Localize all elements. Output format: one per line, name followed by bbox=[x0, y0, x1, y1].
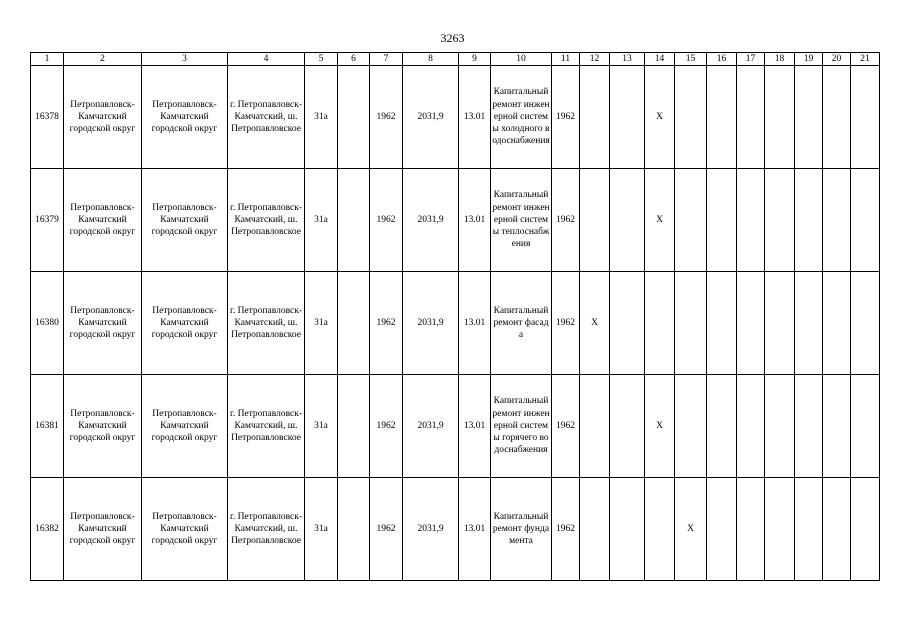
record-number: 16382 bbox=[31, 478, 64, 581]
mark-cell bbox=[707, 478, 737, 581]
code: 13.01 bbox=[459, 169, 491, 272]
page-number: 3263 bbox=[440, 31, 465, 45]
house-number: 31а bbox=[305, 169, 338, 272]
settlement: Петропавловск-Камчатский городской округ bbox=[142, 169, 228, 272]
column-header: 17 bbox=[737, 53, 765, 66]
mark-cell bbox=[851, 375, 880, 478]
mark-cell bbox=[580, 375, 610, 478]
record-number: 16381 bbox=[31, 375, 64, 478]
table-row bbox=[31, 478, 880, 581]
work-type: Капитальный ремонт фундамента bbox=[491, 478, 552, 581]
address: г. Петропавловск-Камчатский, ш. Петропавловское bbox=[228, 66, 305, 169]
mark-cell bbox=[737, 478, 765, 581]
mark-cell bbox=[765, 272, 795, 375]
settlement: Петропавловск-Камчатский городской округ bbox=[142, 375, 228, 478]
area: 2031,9 bbox=[403, 478, 459, 581]
mark-cell bbox=[765, 375, 795, 478]
mark-cell bbox=[765, 169, 795, 272]
mark-cell bbox=[737, 272, 765, 375]
build-year: 1962 bbox=[370, 66, 403, 169]
mark-cell bbox=[823, 169, 851, 272]
register-table bbox=[30, 52, 880, 581]
column-header: 18 bbox=[765, 53, 795, 66]
area: 2031,9 bbox=[403, 66, 459, 169]
mark-cell bbox=[675, 272, 707, 375]
house-number: 31а bbox=[305, 272, 338, 375]
mark-cell bbox=[765, 478, 795, 581]
build-year: 1962 bbox=[370, 169, 403, 272]
house-number: 31а bbox=[305, 66, 338, 169]
record-number: 16378 bbox=[31, 66, 64, 169]
mark-cell bbox=[823, 66, 851, 169]
cell bbox=[338, 66, 370, 169]
mark-cell bbox=[580, 169, 610, 272]
work-type: Капитальный ремонт инженерной системы теплоснабжения bbox=[491, 169, 552, 272]
code: 13.01 bbox=[459, 272, 491, 375]
column-header: 19 bbox=[795, 53, 823, 66]
mark-cell: X bbox=[645, 375, 675, 478]
address: г. Петропавловск-Камчатский, ш. Петропавловское bbox=[228, 272, 305, 375]
mark-cell bbox=[707, 272, 737, 375]
column-header: 4 bbox=[228, 53, 305, 66]
column-header: 7 bbox=[370, 53, 403, 66]
record-number: 16379 bbox=[31, 169, 64, 272]
year: 1962 bbox=[552, 169, 580, 272]
column-header: 5 bbox=[305, 53, 338, 66]
mark-cell bbox=[675, 375, 707, 478]
year: 1962 bbox=[552, 66, 580, 169]
municipality: Петропавловск-Камчатский городской округ bbox=[64, 169, 142, 272]
settlement: Петропавловск-Камчатский городской округ bbox=[142, 66, 228, 169]
cell bbox=[338, 478, 370, 581]
municipality: Петропавловск-Камчатский городской округ bbox=[64, 375, 142, 478]
column-header: 2 bbox=[64, 53, 142, 66]
cell bbox=[338, 272, 370, 375]
mark-cell bbox=[795, 375, 823, 478]
mark-cell: X bbox=[645, 66, 675, 169]
address: г. Петропавловск-Камчатский, ш. Петропавловское bbox=[228, 375, 305, 478]
year: 1962 bbox=[552, 272, 580, 375]
column-header: 1 bbox=[31, 53, 64, 66]
code: 13.01 bbox=[459, 478, 491, 581]
build-year: 1962 bbox=[370, 478, 403, 581]
mark-cell bbox=[610, 169, 645, 272]
mark-cell bbox=[823, 375, 851, 478]
work-type: Капитальный ремонт фасада bbox=[491, 272, 552, 375]
mark-cell bbox=[795, 478, 823, 581]
mark-cell bbox=[851, 478, 880, 581]
record-number: 16380 bbox=[31, 272, 64, 375]
build-year: 1962 bbox=[370, 272, 403, 375]
mark-cell bbox=[675, 66, 707, 169]
column-header: 12 bbox=[580, 53, 610, 66]
municipality: Петропавловск-Камчатский городской округ bbox=[64, 272, 142, 375]
table-row bbox=[31, 375, 880, 478]
mark-cell bbox=[610, 375, 645, 478]
column-header: 20 bbox=[823, 53, 851, 66]
address: г. Петропавловск-Камчатский, ш. Петропавловское bbox=[228, 169, 305, 272]
settlement: Петропавловск-Камчатский городской округ bbox=[142, 272, 228, 375]
municipality: Петропавловск-Камчатский городской округ bbox=[64, 478, 142, 581]
column-header: 6 bbox=[338, 53, 370, 66]
column-header: 16 bbox=[707, 53, 737, 66]
mark-cell bbox=[707, 66, 737, 169]
mark-cell: X bbox=[645, 169, 675, 272]
mark-cell bbox=[823, 272, 851, 375]
area: 2031,9 bbox=[403, 169, 459, 272]
house-number: 31а bbox=[305, 478, 338, 581]
column-header: 21 bbox=[851, 53, 880, 66]
column-header: 3 bbox=[142, 53, 228, 66]
work-type: Капитальный ремонт инженерной системы горячего водоснабжения bbox=[491, 375, 552, 478]
mark-cell bbox=[737, 169, 765, 272]
mark-cell bbox=[851, 272, 880, 375]
cell bbox=[338, 375, 370, 478]
column-header: 9 bbox=[459, 53, 491, 66]
mark-cell bbox=[737, 66, 765, 169]
code: 13.01 bbox=[459, 375, 491, 478]
mark-cell bbox=[707, 169, 737, 272]
mark-cell bbox=[610, 66, 645, 169]
year: 1962 bbox=[552, 375, 580, 478]
mark-cell bbox=[795, 272, 823, 375]
mark-cell bbox=[707, 375, 737, 478]
table-row bbox=[31, 66, 880, 169]
mark-cell bbox=[851, 66, 880, 169]
mark-cell bbox=[795, 66, 823, 169]
house-number: 31а bbox=[305, 375, 338, 478]
address: г. Петропавловск-Камчатский, ш. Петропавловское bbox=[228, 478, 305, 581]
work-type: Капитальный ремонт инженерной системы холодного водоснабжения bbox=[491, 66, 552, 169]
mark-cell bbox=[851, 169, 880, 272]
column-header: 14 bbox=[645, 53, 675, 66]
municipality: Петропавловск-Камчатский городской округ bbox=[64, 66, 142, 169]
mark-cell bbox=[823, 478, 851, 581]
cell bbox=[338, 169, 370, 272]
mark-cell bbox=[737, 375, 765, 478]
mark-cell bbox=[610, 478, 645, 581]
mark-cell bbox=[580, 478, 610, 581]
build-year: 1962 bbox=[370, 375, 403, 478]
code: 13.01 bbox=[459, 66, 491, 169]
column-number-row bbox=[31, 53, 880, 66]
mark-cell bbox=[795, 169, 823, 272]
settlement: Петропавловск-Камчатский городской округ bbox=[142, 478, 228, 581]
mark-cell bbox=[765, 66, 795, 169]
mark-cell bbox=[645, 478, 675, 581]
table-row bbox=[31, 272, 880, 375]
year: 1962 bbox=[552, 478, 580, 581]
mark-cell bbox=[645, 272, 675, 375]
column-header: 13 bbox=[610, 53, 645, 66]
mark-cell: X bbox=[675, 478, 707, 581]
area: 2031,9 bbox=[403, 272, 459, 375]
column-header: 15 bbox=[675, 53, 707, 66]
table-row bbox=[31, 169, 880, 272]
mark-cell bbox=[675, 169, 707, 272]
mark-cell: X bbox=[580, 272, 610, 375]
column-header: 11 bbox=[552, 53, 580, 66]
column-header: 10 bbox=[491, 53, 552, 66]
area: 2031,9 bbox=[403, 375, 459, 478]
mark-cell bbox=[580, 66, 610, 169]
mark-cell bbox=[610, 272, 645, 375]
column-header: 8 bbox=[403, 53, 459, 66]
